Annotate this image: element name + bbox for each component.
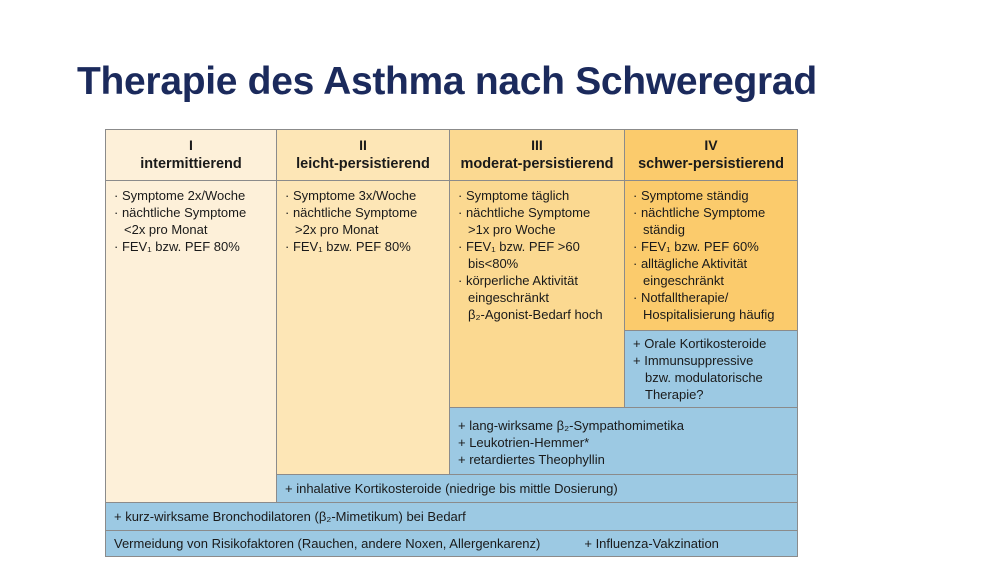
symptom-line: · FEV₁ bzw. PEF >60 xyxy=(458,239,580,254)
symptom-line: β₂-Agonist-Bedarf hoch xyxy=(468,307,603,322)
symptom-line: >1x pro Woche xyxy=(468,222,556,237)
symptoms-intermittierend xyxy=(105,180,277,503)
therapy-line: + inhalative Kortikosteroide (niedrige bis mittle Dosierung) xyxy=(285,481,618,496)
header-roman: III xyxy=(531,137,543,153)
symptom-line: · Symptome 2x/Woche xyxy=(114,188,246,203)
therapy-step2 xyxy=(276,474,798,503)
symptoms-leicht-persistierend xyxy=(276,180,450,475)
therapy-step1 xyxy=(105,502,798,531)
symptom-line: · nächtliche Symptome xyxy=(458,205,591,220)
therapy-general xyxy=(105,530,798,557)
therapy-line: + Orale Kortikosteroide xyxy=(633,336,767,351)
symptom-line: · FEV₁ bzw. PEF 80% xyxy=(285,239,411,254)
symptom-line: · nächtliche Symptome xyxy=(633,205,766,220)
therapy-line: + Immunsuppressive xyxy=(633,353,754,368)
symptom-line: eingeschränkt xyxy=(643,273,724,288)
symptom-line: · Symptome 3x/Woche xyxy=(285,188,417,203)
header-label: moderat-persistierend xyxy=(460,156,614,172)
symptom-line: · Notfalltherapie/ xyxy=(633,290,729,305)
header-schwer-persistierend xyxy=(624,129,798,181)
header-label: leicht-persistierend xyxy=(296,156,430,172)
header-moderat-persistierend xyxy=(449,129,625,181)
vaccination-text: + Influenza-Vakzination xyxy=(584,536,719,551)
therapy-line: Therapie? xyxy=(645,387,704,402)
symptom-line: · nächtliche Symptome xyxy=(285,205,418,220)
therapy-line: + Leukotrien-Hemmer* xyxy=(458,435,590,450)
symptom-line: ständig xyxy=(643,222,685,237)
symptom-line: Hospitalisierung häufig xyxy=(643,307,775,322)
header-label: schwer-persistierend xyxy=(638,156,784,172)
symptom-line: >2x pro Monat xyxy=(295,222,379,237)
symptoms-moderat-persistierend xyxy=(449,180,625,408)
symptom-line: · körperliche Aktivität xyxy=(458,273,578,288)
symptom-line: · FEV₁ bzw. PEF 60% xyxy=(633,239,759,254)
therapy-line: + lang-wirksame β₂-Sympathomimetika xyxy=(458,418,685,433)
therapy-line: + kurz-wirksame Bronchodilatoren (β₂-Mimetikum) bei Bedarf xyxy=(114,509,466,524)
symptom-line: · Symptome täglich xyxy=(458,188,570,203)
header-label: intermittierend xyxy=(140,156,242,172)
symptom-line: · nächtliche Symptome xyxy=(114,205,247,220)
header-leicht-persistierend xyxy=(276,129,450,181)
therapy-line: + retardiertes Theophyllin xyxy=(458,452,605,467)
header-intermittierend xyxy=(105,129,277,181)
symptom-line: eingeschränkt xyxy=(468,290,549,305)
avoidance-text: Vermeidung von Risikofaktoren (Rauchen, andere Noxen, Allergenkarenz) xyxy=(114,536,541,551)
symptoms-schwer-persistierend xyxy=(624,180,798,331)
header-roman: I xyxy=(189,137,193,153)
page-title: Therapie des Asthma nach Schweregrad xyxy=(77,60,817,103)
symptom-line: · FEV₁ bzw. PEF 80% xyxy=(114,239,240,254)
symptom-line: · Symptome ständig xyxy=(633,188,749,203)
symptom-line: · alltägliche Aktivität xyxy=(633,256,748,271)
header-roman: II xyxy=(359,137,367,153)
therapy-step3 xyxy=(449,407,798,475)
symptom-line: <2x pro Monat xyxy=(124,222,208,237)
therapy-step4 xyxy=(624,330,798,408)
symptom-line: bis<80% xyxy=(468,256,519,271)
header-roman: IV xyxy=(704,137,718,153)
therapy-line: bzw. modulatorische xyxy=(645,370,763,385)
